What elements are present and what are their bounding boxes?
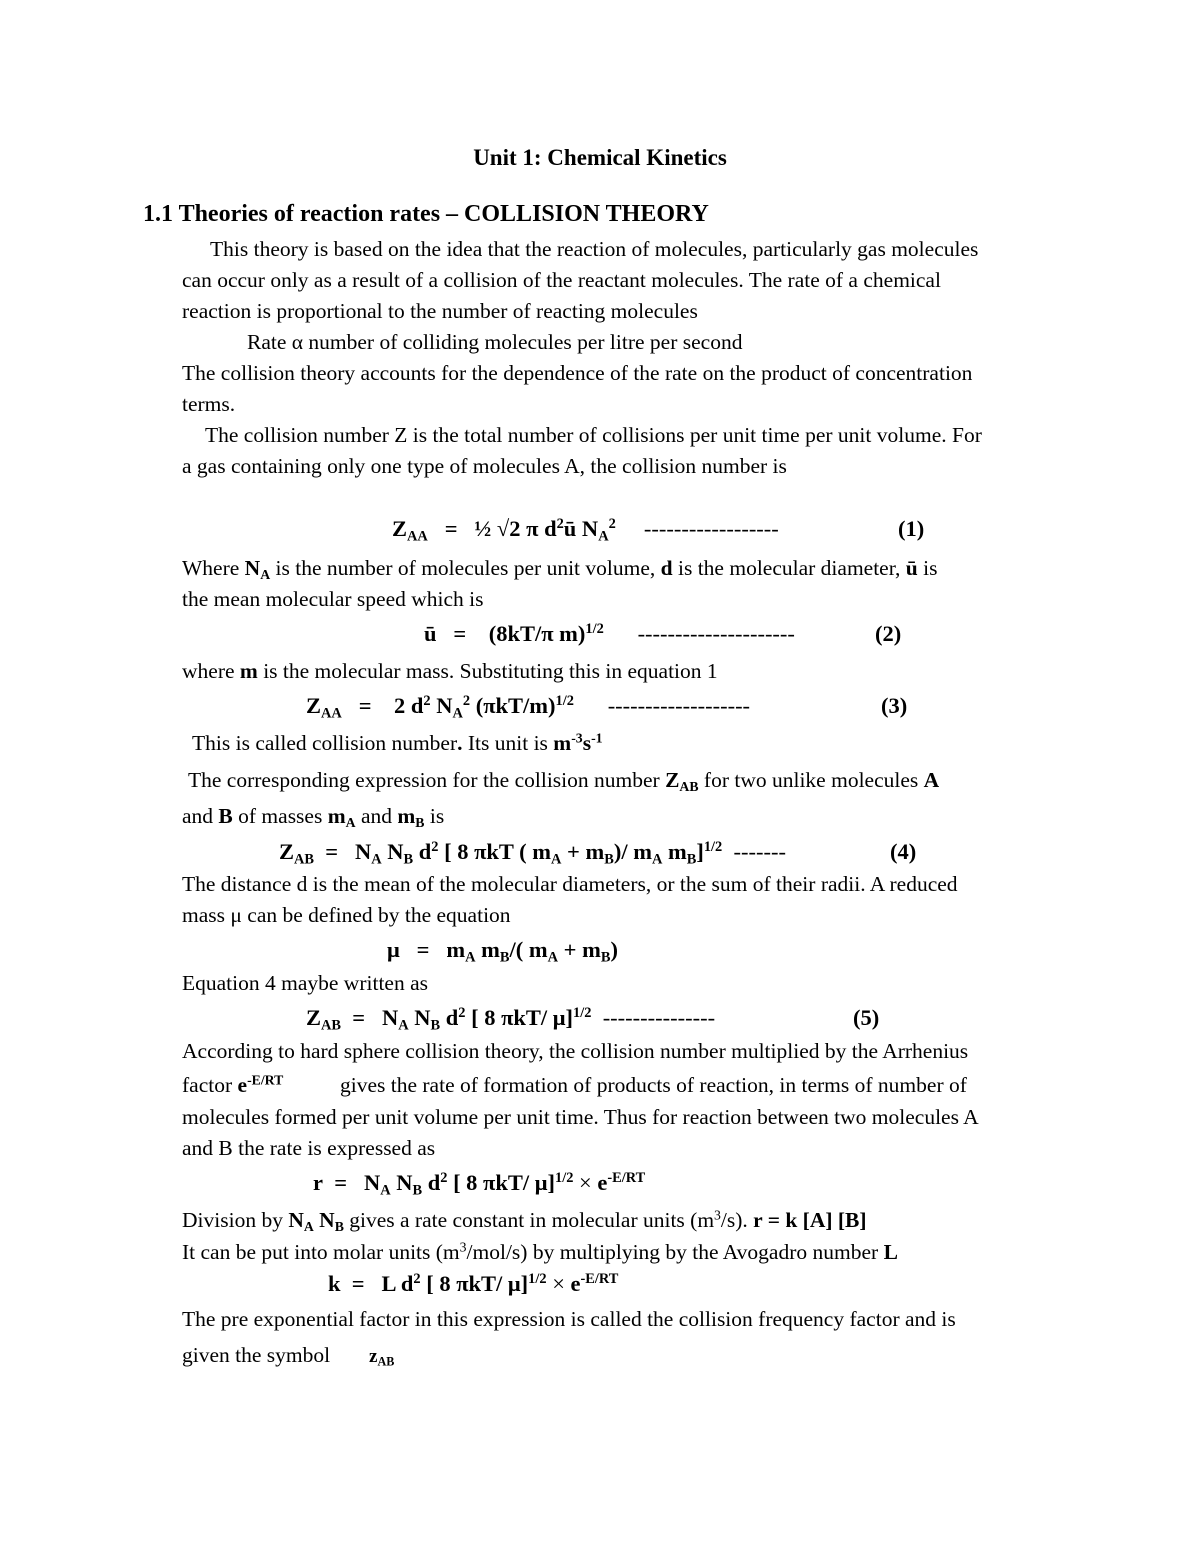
dependence-line-1: The collision theory accounts for the dependence of the rate on the product of concentration: [182, 361, 973, 385]
intro-line-1: This theory is based on the idea that the reaction of molecules, particularly gas molecules: [210, 237, 979, 261]
intro-line-2: can occur only as a result of a collision of the reactant molecules. The rate of a chemical: [182, 268, 941, 292]
equation-1: $Z_{AA}$ = ½ √2 π $d^2ū$ $N_A^2$ ------------------: [392, 516, 779, 545]
page-title: Unit 1: Chemical Kinetics: [473, 145, 727, 170]
collision-frequency-symbol: $z_{AB}$: [369, 1346, 395, 1369]
unlike-molecules-line-1: The corresponding expression for the collision number $Z_{AB}$ for two unlike molecules A: [188, 768, 940, 795]
section-heading: 1.1 Theories of reaction rates – COLLISION THEORY: [143, 201, 709, 227]
where-definition-line-2: the mean molecular speed which is: [182, 587, 484, 611]
intro-line-3: reaction is proportional to the number of reacting molecules: [182, 299, 698, 323]
hard-sphere-line-1: According to hard sphere collision theory, the collision number multiplied by the Arrhenius: [182, 1039, 969, 1063]
equation-4-number: (4): [890, 839, 917, 864]
equation-4-written-line: Equation 4 maybe written as: [182, 971, 428, 995]
distance-line-2: mass μ can be defined by the equation: [182, 903, 511, 927]
reduced-mass-equation: μ = $m_A$ $m_B/$( $m_A + m_B$): [387, 937, 618, 966]
collision-number-line-2: a gas containing only one type of molecules A, the collision number is: [182, 454, 787, 478]
unlike-molecules-line-2: and B of masses $m_A$ and $m_B$ is: [182, 804, 445, 831]
collision-number-line-1: The collision number Z is the total number of collisions per unit time per unit volume. For: [205, 423, 982, 447]
rate-equation: r = $N_A$ $N_B$ $d^2$ [ 8 πkT/ $\mu]^{1/2} \times e^{-E/RT}$: [313, 1170, 646, 1199]
equation-1-number: (1): [898, 516, 925, 541]
rate-constant-equation: k = L $d^2$ [ 8 πkT/ $\mu]^{1/2} \times e^{-E/RT}$: [328, 1271, 619, 1296]
equation-4: $Z_{AB}$ = $N_A$ $N_B$ $d^2$ [ 8 πkT ( $m_A + m_B)/$ $m_A$ $m_B]^{1/2}$ -------: [279, 839, 786, 868]
hard-sphere-line-3: molecules formed per unit volume per unit time. Thus for reaction between two molecules A: [182, 1105, 979, 1129]
equation-2-number: (2): [875, 621, 902, 646]
molecular-mass-line: where m is the molecular mass. Substituting this in equation 1: [182, 659, 718, 683]
distance-line-1: The distance d is the mean of the molecular diameters, or the sum of their radii. A reduced: [182, 872, 958, 896]
molar-units-line: It can be put into molar units $(m^3/mol/s)$ by multiplying by the Avogadro number L: [182, 1239, 898, 1264]
hard-sphere-line-2: factor $e^{-E/RT}$: [182, 1072, 284, 1097]
equation-3-number: (3): [881, 693, 908, 718]
equation-5-number: (5): [853, 1005, 880, 1030]
pre-exponential-line-1: The pre exponential factor in this expression is called the collision frequency factor and is: [182, 1307, 956, 1331]
dependence-line-2: terms.: [182, 392, 236, 416]
collision-number-unit-line: This is called collision number. Its unit is $m^{-3}s^{-1}$: [192, 730, 603, 755]
hard-sphere-line-4: and B the rate is expressed as: [182, 1136, 436, 1160]
hard-sphere-line-2-cont: gives the rate of formation of products of reaction, in terms of number of: [340, 1073, 967, 1097]
equation-5: $Z_{AB}$ = $N_A$ $N_B$ $d^2$ [ 8 πkT/ μ]$^{1/2}$ ---------------: [306, 1005, 716, 1034]
where-definition-line-1: Where $N_A$ is the number of molecules per unit volume, d is the molecular diameter, ū is: [182, 556, 938, 583]
division-line: Division by $N_A$ $N_B$ gives a rate constant in molecular units $(m^3/s)$. r = k [A] [B]: [182, 1207, 867, 1235]
rate-proportionality: Rate α number of colliding molecules per litre per second: [247, 330, 743, 354]
equation-3: $Z_{AA}$ = 2 $d^2$ $N_A^2$ $(\pi kT/m)^{1/2}$ -------------------: [306, 693, 751, 722]
pre-exponential-line-2: given the symbol: [182, 1343, 331, 1367]
equation-2: ū = (8kT/π m)$^{1/2}$ ---------------------: [424, 621, 795, 646]
